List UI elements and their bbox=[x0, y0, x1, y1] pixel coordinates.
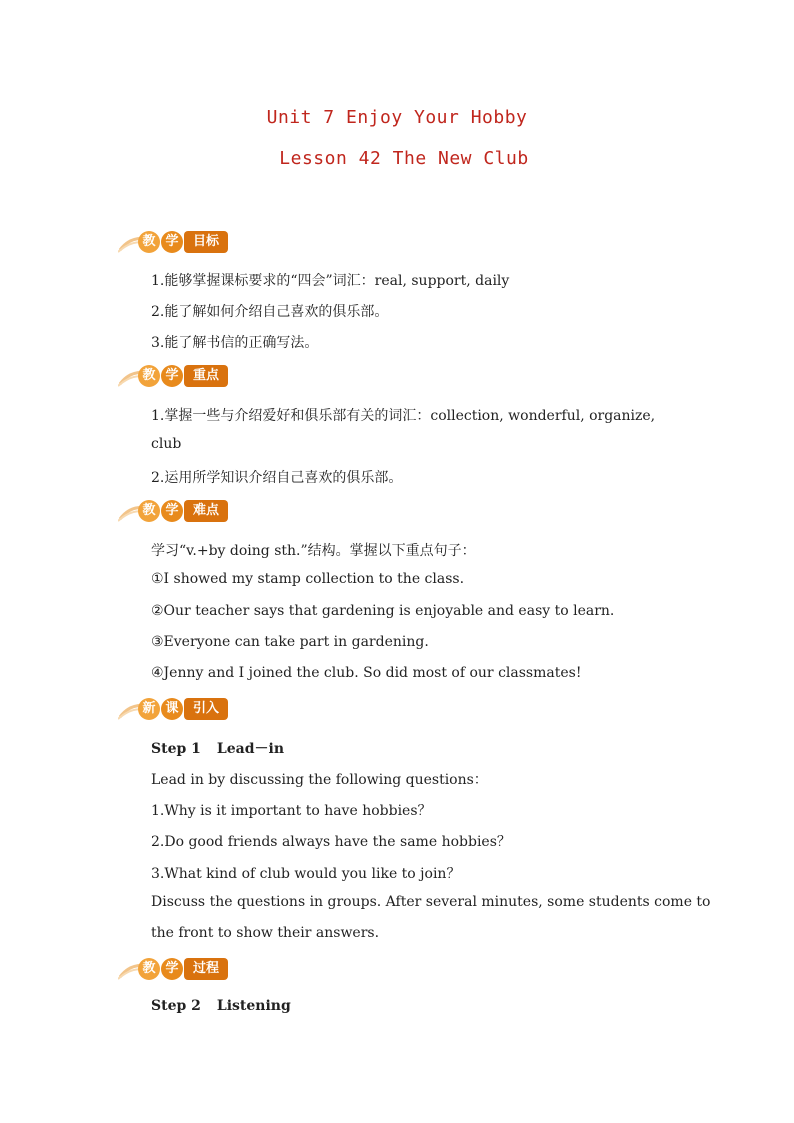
difficulty-line: ③Everyone can take part in gardening. bbox=[151, 634, 429, 650]
key-point-line: 1.掌握一些与介绍爱好和俱乐部有关的词汇：collection, wonderful, organize, bbox=[151, 408, 656, 424]
intro-line: Discuss the questions in groups. After several minutes, some students come to bbox=[151, 894, 711, 910]
step-1-heading bbox=[151, 738, 284, 758]
difficulty-line: ①I showed my stamp collection to the class. bbox=[151, 571, 465, 587]
objective-line: 3.能了解书信的正确写法。 bbox=[151, 335, 319, 351]
unit-title: Unit 7 Enjoy Your Hobby bbox=[266, 107, 528, 128]
difficulties-badge bbox=[118, 499, 248, 523]
step-title: Listening bbox=[216, 998, 291, 1014]
difficulty-line: ④Jenny and I joined the club. So did most of our classmates! bbox=[151, 665, 582, 681]
badge-char: 重点 bbox=[184, 365, 228, 387]
lesson-title: Lesson 42 The New Club bbox=[279, 148, 529, 169]
intro-line: 2.Do good friends always have the same hobbies？ bbox=[151, 834, 511, 850]
intro-badge bbox=[118, 697, 248, 721]
key-point-line: 2.运用所学知识介绍自己喜欢的俱乐部。 bbox=[151, 470, 403, 486]
badge-char: 学 bbox=[161, 500, 183, 522]
badge-char: 引入 bbox=[184, 698, 228, 720]
badge-char: 教 bbox=[138, 231, 160, 253]
key-point-line: club bbox=[151, 436, 182, 452]
badge-char: 教 bbox=[138, 365, 160, 387]
difficulty-line: ②Our teacher says that gardening is enjoyable and easy to learn. bbox=[151, 603, 615, 619]
process-badge bbox=[118, 957, 248, 981]
step-number: Step 1 bbox=[151, 741, 201, 757]
objectives-badge bbox=[118, 230, 248, 254]
badge-char: 新 bbox=[138, 698, 160, 720]
intro-line: 3.What kind of club would you like to join？ bbox=[151, 866, 461, 882]
key-points-badge bbox=[118, 364, 248, 388]
difficulty-line: 学习“v.+by doing sth.”结构。掌握以下重点句子： bbox=[151, 543, 476, 559]
objective-line: 1.能够掌握课标要求的“四会”词汇：real, support, daily bbox=[151, 273, 510, 289]
step-title: Lead－in bbox=[216, 741, 284, 757]
intro-line: the front to show their answers. bbox=[151, 925, 380, 941]
badge-char: 学 bbox=[161, 958, 183, 980]
badge-char: 教 bbox=[138, 958, 160, 980]
badge-char: 学 bbox=[161, 231, 183, 253]
badge-char: 目标 bbox=[184, 231, 228, 253]
intro-line: Lead in by discussing the following questions： bbox=[151, 772, 488, 788]
step-2-heading bbox=[151, 998, 291, 1014]
intro-line: 1.Why is it important to have hobbies？ bbox=[151, 803, 432, 819]
badge-char: 过程 bbox=[184, 958, 228, 980]
badge-char: 学 bbox=[161, 365, 183, 387]
objective-line: 2.能了解如何介绍自己喜欢的俱乐部。 bbox=[151, 304, 389, 320]
step-number: Step 2 bbox=[151, 998, 201, 1014]
badge-char: 难点 bbox=[184, 500, 228, 522]
badge-char: 课 bbox=[161, 698, 183, 720]
badge-char: 教 bbox=[138, 500, 160, 522]
